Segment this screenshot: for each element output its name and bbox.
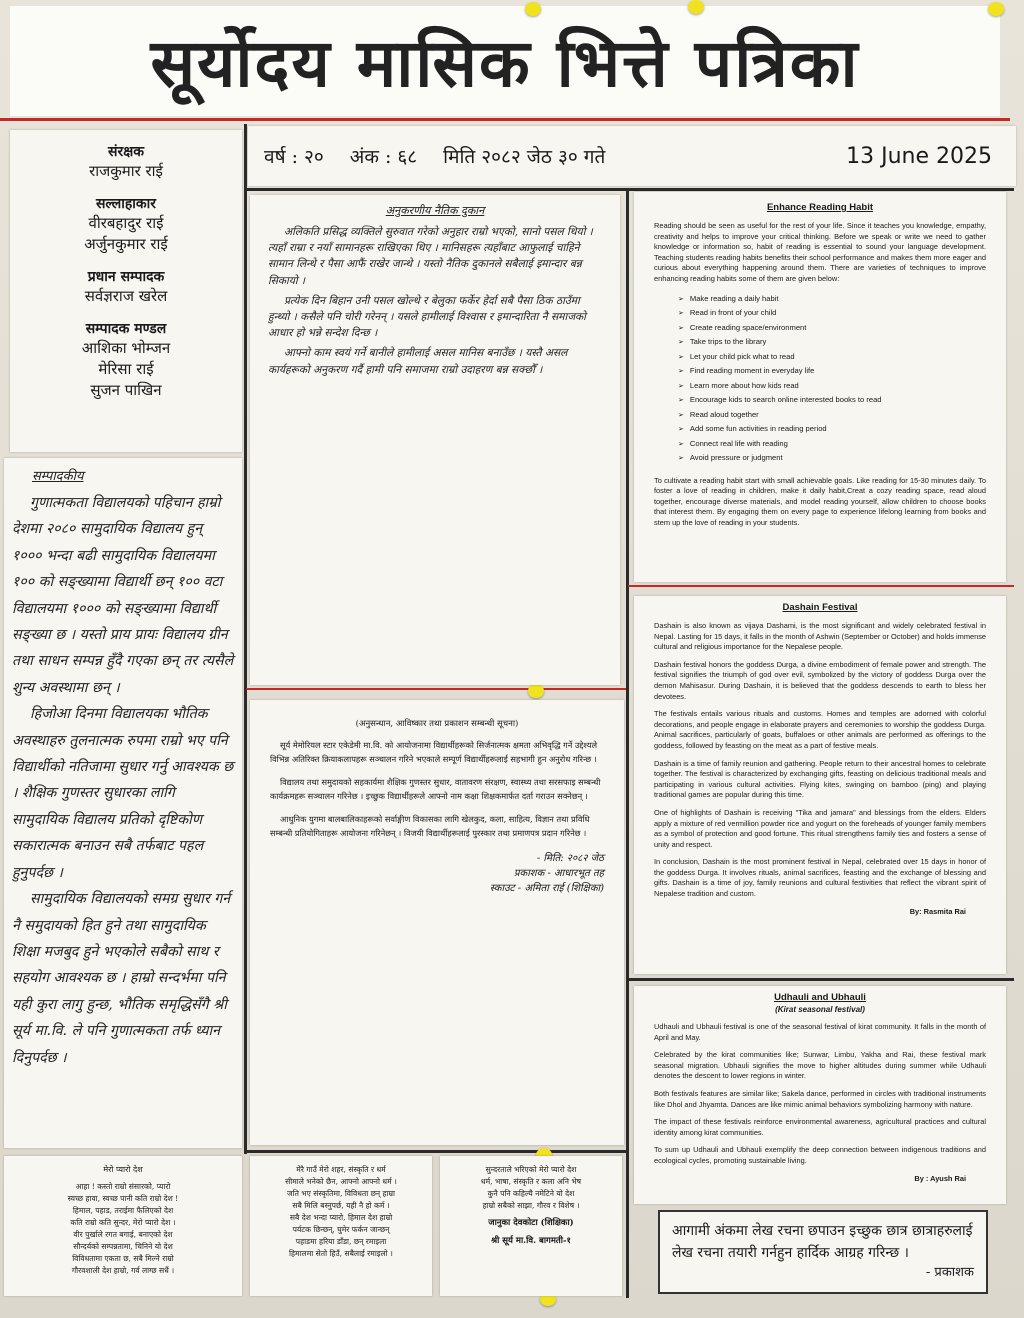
poem-line: हिमालमा सेतो हिउँ, सबैलाई रमाइलो । — [289, 1249, 393, 1258]
reading-tip-item: ➢ Make reading a daily habit — [678, 292, 986, 307]
poem-line: मेरै गाउँ मेरो शहर, संस्कृति र धर्म — [296, 1165, 386, 1174]
masthead — [10, 6, 1000, 116]
story-paragraph: अलिकति प्रसिद्ध व्यक्तिले सुरुवात गरेको अनुहार राम्रो भएको, सानो पसल थियो । त्यहाँ राम्रा र नयाँ सामानहरू राखिएका थिए । मानिसहरू त्यहाँबाट आफुलाई चाहिने सामान लिन्थे र पैसा आफैं राखेर जान्थे । यस्तो नैतिक दुकानले सबैलाई इमान्दार बन्न सिकायो । — [268, 226, 593, 287]
pushpin-icon — [525, 2, 541, 16]
udhauli-paragraph: The impact of these festivals reinforce environmental awareness, agricultural practices and cultural identity among kirat communities. — [654, 1117, 986, 1137]
dashain-body — [654, 621, 986, 900]
reading-tip-item: ➢ Add some fun activities in reading period — [678, 422, 986, 437]
poem-line: सीमाले भनेको छैन, आफ्नो आफ्नो धर्म । — [285, 1177, 397, 1186]
dashain-paragraph: In conclusion, Dashain is the most prominent festival in Nepal, celebrated over 15 days in honor of the goddess Durga. It involves rituals, animal sacrifices, feasting and the exchange of blessing and gifts. Dashain is a time of joy, family reunions and cultural festivities that reflect the vibrant spirit of Nepalese tradition and custom. — [654, 857, 986, 899]
dashain-paragraph: The festivals entails various rituals and customs. Homes and temples are adorned with colorful decorations, and people engage in elaborate prayers and ceremonies to worship the goddess Durga. Animal sacrifices, particularly of goats, buffaloes or other animals are performed as offerings to the goddess, followed by feasting on the meat as a part of festive meals. — [654, 709, 986, 750]
editorial-paragraph: गुणात्मकता विद्यालयको पहिचान हाम्रो देशमा २०८० सामुदायिक विद्यालय हुन् १००० भन्दा बढी सामुदायिक विद्यालयमा १०० को सङ्ख्यामा विद्यार्थी छन् १०० वटा विद्यालयमा १००० को सङ्ख्यामा विद्यार्थी सङ्ख्या छ । यस्तो प्राय प्रायः विद्यालय ग्रीन तथा साधन सम्पन्न हुँदै गएका छन् तर त्यसैले शुन्य अवस्थामा छन् । — [12, 495, 234, 696]
poem-card — [440, 1156, 622, 1296]
story-title: अनुकरणीय नैतिक दुकान — [385, 204, 485, 217]
announcement-paragraph: विद्यालय तथा समुदायको सहकार्यमा शैक्षिक गुणस्तर सुधार, वातावरण संरक्षण, स्वास्थ्य तथा सरसफाइ सम्बन्धी कार्यक्रमहरू सञ्चालन गरिनेछ । इच्छुक विद्यार्थीहरूले आफ्नो नाम कक्षा शिक्षकमार्फत दर्ता गराउन सक्नेछन् । — [270, 777, 601, 801]
reading-tip-item: ➢ Avoid pressure or judgment — [678, 451, 986, 466]
poem-author-school: श्री सूर्य मा.वि. बागमती-१ — [491, 1236, 571, 1246]
story-paragraph: प्रत्येक दिन बिहान उनी पसल खोल्थे र बेलुका फर्केर हेर्दा सबै पैसा ठिक ठाउँमा हुन्थ्यो । कसैले पनि चोरी गरेनन् । यसले हामीलाई विश्वास र इमान्दारिता नै समाजको आधार हो भन्ने सन्देश दिन्छ । — [268, 294, 586, 340]
reading-tip-item: ➢ Encourage kids to search online interested books to read — [678, 393, 986, 408]
staff-name: सर्वज्ञराज खरेल — [84, 287, 168, 305]
reading-tips-list — [678, 292, 986, 466]
notice-text: आगामी अंकमा लेख रचना छपाउन इच्छुक छात्र छात्राहरुलाई लेख रचना तयारी गर्नहुन हार्दिक आग्रह गरिन्छ । — [672, 1223, 973, 1261]
dashain-byline: By: Rasmita Rai — [909, 906, 966, 916]
udhauli-title: Udhauli and Ubhauli — [774, 992, 866, 1003]
pushpin-icon — [528, 684, 544, 698]
reading-tip-item: ➢ Read in front of your child — [678, 306, 986, 321]
udhauli-body — [654, 1022, 986, 1167]
signature-line: प्रकाशक - आधारभूत तह — [513, 867, 604, 879]
staff-name: आशिका भोम्जन — [81, 339, 171, 357]
row-divider — [628, 978, 1014, 981]
editorial-title: सम्पादकीय — [32, 469, 84, 484]
staff-name: सुजन पाखिन — [90, 381, 162, 399]
reading-outro: To cultivate a reading habit start with small achievable goals. Like reading for 15-30 minutes daily. To foster a love of reading in children, make it daily habit,Creat a cozy reading space, read aloud together, encourage diverse materials, and model reading yourself, allow children to choose books that interest them. By engaging them on every page to experience lifelong learning from books and stem up the love of reading in your students. — [654, 475, 986, 527]
newspaper-title: सूर्योदय मासिक भित्ते पत्रिका — [150, 25, 860, 102]
poem-line: कति राम्रो कति सुन्दर, मेरो प्यारो देश । — [70, 1218, 176, 1227]
udhauli-paragraph: Celebrated by the kirat communities like; Sunwar, Limbu, Yakha and Rai, these festival mark seasonal migration. Ubhauli signifies the move to higher altitudes during summer while Udhauli denotes the descent to lower regions in winter. — [654, 1050, 986, 1081]
column-divider — [244, 124, 247, 1154]
reading-title: Enhance Reading Habit — [766, 202, 874, 213]
udhauli-section — [634, 986, 1006, 1204]
dashain-title: Dashain Festival — [782, 602, 858, 613]
poem-line: विविधतामा एकता छ, सबै मिल्ने राम्रो — [72, 1254, 174, 1263]
poem-line: धर्म, भाषा, संस्कृति र कला अनि भेष — [480, 1177, 582, 1186]
story-section — [250, 195, 620, 685]
pushpin-icon — [688, 0, 704, 14]
poem-lines — [10, 1181, 236, 1277]
call-for-articles-notice — [658, 1210, 988, 1294]
staff-name: वीरबहादुर राई — [88, 214, 164, 232]
poem-line: सुन्दरताले भरिएको मेरो प्यारो देश — [485, 1165, 577, 1174]
poem-line: आहा ! कस्तो राम्रो संसारको, प्यारो — [75, 1182, 171, 1191]
udhauli-byline: By : Ayush Rai — [914, 1173, 966, 1183]
announcement-paragraph: आधुनिक युगमा बालबालिकाहरूको सर्वाङ्गीण विकासका लागि खेलकुद, कला, साहित्य, विज्ञान तथा प्रविधि सम्बन्धी प्रतियोगिताहरू आयोजना गरिनेछन् । विजयी विद्यार्थीहरूलाई पुरस्कार तथा प्रमाणपत्र प्रदान गरिनेछ । — [270, 814, 590, 838]
poem-line: जति भए संस्कृतिमा, विविधता छन् हाम्रा — [286, 1189, 396, 1198]
poem-author: जानुका देवकोटा (शिक्षिका) — [488, 1218, 574, 1228]
editorial-paragraph: हिजोआ दिनमा विद्यालयका भौतिक अवस्थाहरु तुलनात्मक रुपमा राम्रो भए पनि विद्यार्थीको नतिजामा सुधार गर्नु आवश्यक छ । शैक्षिक गुणस्तर सुधारका लागि सामुदायिक विद्यालय प्रतिको दृष्टिकोण सकारात्मक बनाउन सबै तर्फबाट पहल हुनुपर्दछ । — [12, 706, 234, 881]
reading-tip-item: ➢ Take trips to the library — [678, 335, 986, 350]
announcement-signature — [270, 851, 604, 896]
column-divider — [626, 188, 629, 1298]
signature-line: स्काउट - अमिता राई (शिक्षिका) — [489, 882, 604, 894]
issue-date-nepali: मिति २०८२ जेठ ३० गते — [443, 146, 606, 168]
udhauli-subtitle: (Kirat seasonal festival) — [775, 1005, 865, 1014]
poem-line: हाम्रो सबैको साझा, गौरव र विशेष । — [482, 1201, 580, 1210]
red-divider — [246, 688, 626, 690]
editorial-section — [4, 458, 242, 1148]
dashain-paragraph: One of highlights of Dashain is receiving "Tika and jamara" and blessings from the elders. Elders apply a mixture of red vermillion powder rice and yogurt on the foreheads of younger family members as a symbol of protection and good fortune. This ritual strengthens family ties and fosters a sense of unity and respect. — [654, 807, 986, 849]
poem-lines — [446, 1164, 616, 1212]
poem-line: गौरवशाली देश हाम्रो, गर्व लाग्छ सधैं । — [71, 1266, 175, 1275]
reading-tip-item: ➢ Find reading moment in everyday life — [678, 364, 986, 379]
row-divider — [244, 188, 1014, 191]
reading-tip-item: ➢ Create reading space/environment — [678, 321, 986, 336]
poem-line: सबै देश भन्दा प्यारो, हिमाल देश हाम्रो — [289, 1213, 393, 1222]
red-divider — [628, 585, 1014, 587]
reading-tip-item: ➢ Learn more about how kids read — [678, 379, 986, 394]
poem-card — [4, 1156, 242, 1296]
announcement-paragraph: सूर्य मेमोरियल स्टार एकेडेमी मा.वि. को आयोजनामा विद्यार्थीहरूको सिर्जनात्मक क्षमता अभिवृद्धि गर्ने उद्देश्यले विभिन्न अतिरिक्त क्रियाकलापहरू सञ्चालन गरिने भएकाले सम्पूर्ण विद्यार्थीहरूलाई सहभागी हुन अनुरोध गरिन्छ । — [270, 740, 598, 764]
staff-role: सम्पादक मण्डल — [85, 321, 167, 337]
red-divider — [0, 118, 1010, 121]
signature-line: - मिति: २०८२ जेठ — [536, 852, 604, 864]
reading-tip-item: ➢ Read aloud together — [678, 408, 986, 423]
announcement-heading: (अनुसन्धान, आविष्कार तथा प्रकाशन सम्बन्धी सूचना) — [355, 719, 519, 729]
poem-line: स्वच्छ हावा, स्वच्छ पानी कति राम्रो देश ! — [67, 1194, 179, 1203]
announcement-section — [250, 700, 624, 1145]
notice-publisher: - प्रकाशक — [925, 1265, 974, 1280]
staff-name: मेरिसा राई — [98, 360, 154, 378]
poem-line: सौन्दर्यको सम्पन्नतामा, चिनिने यो देश — [73, 1242, 173, 1251]
dashain-paragraph: Dashain is also known as vijaya Dashami, is the most significant and widely celebrated festival in Nepal. Lasting for 15 days, it falls in the month of Ashwin (September or October) and holds immense cultural and religious importance for the Nepalese people. — [654, 621, 986, 652]
staff-role: सल्लाहाकार — [95, 196, 157, 212]
poem-title: मेरो प्यारो देश — [103, 1165, 143, 1174]
udhauli-paragraph: To sum up Udhauli and Ubhauli exemplify the deep connection between indigenous traditions and ecological cycles, promoting sustainable living. — [654, 1145, 986, 1165]
staff-name: अर्जुनकुमार राई — [84, 235, 168, 253]
pushpin-icon — [988, 2, 1004, 16]
story-paragraph: आफ्नो काम स्वयं गर्ने बानीले हामीलाई असल मानिस बनाउँछ । यस्तै असल कार्यहरूको अनुकरण गर्दै हामी पनि समाजमा राम्रो उदाहरण बन्न सक्छौँ । — [268, 347, 568, 376]
udhauli-paragraph: Both festivals features are similar like; Sakela dance, performed in circles with traditional instruments like Dhol and Jhyamta. Dances are like mimic animal behaviors symbolizing harmony with nature. — [654, 1088, 986, 1109]
dashain-paragraph: Dashain festival honors the goddess Durga, a divine embodiment of female power and strength. The festival signifies the triumph of god over evil, symbolized by the victory of goddess Durga over the demon Mahisasur. During Dashain, it is believed that the goddess descends to earth to bless her devotees. — [654, 659, 986, 701]
issue-year: वर्ष : २० — [264, 146, 324, 168]
poem-line: पर्यटक छिन्छन्, घुमेर फर्कन जान्छन् — [292, 1225, 390, 1234]
dashain-paragraph: Dashain is a time of family reunion and gathering. People return to their ancestral homes to celebrate together. The festival is characterized by exchanging gifts, feasting on delicious traditional meals and participating in various cultural activities. Flying kites, swinging on bamboo (ping) and playing traditional games are popular during this time. — [654, 758, 986, 800]
reading-tip-item: ➢ Connect real life with reading — [678, 437, 986, 452]
poem-line: पहाडमा हरिया डाँडा, छन् रमाइला — [295, 1237, 387, 1246]
poem-line: हिमाल, पहाड, तराईमा फैलिएको देश — [72, 1206, 174, 1215]
staff-role: संरक्षक — [108, 144, 144, 160]
poem-line: कुनै पनि कहिल्यै नमेटिने यो देश — [487, 1189, 575, 1198]
staff-role: प्रधान सम्पादक — [87, 269, 165, 285]
issue-number: अंक : ६८ — [349, 146, 418, 168]
editorial-paragraph: सामुदायिक विद्यालयको समग्र सुधार गर्न नै समुदायको हित हुने तथा सामुदायिक शिक्षा मजबुद हुने भएकोले सबैको साथ र सहयोग आवश्यक छ । हाम्रो सन्दर्भमा पनि यही कुरा लागु हुन्छ, भौतिक समृद्धिसँगै श्री सूर्य मा.वि. ले पनि गुणात्मकता तर्फ ध्यान दिनुपर्दछ । — [12, 891, 231, 1066]
poem-line: वीर पुर्खाले रगत बगाई, बनाएको देश — [73, 1230, 173, 1239]
poem-line: सबै मिलि बस्नुपर्छ, यही नै हो कर्म । — [292, 1201, 390, 1210]
row-divider — [244, 1150, 626, 1153]
poem-card — [250, 1156, 432, 1296]
staff-list — [10, 142, 242, 401]
dashain-section — [634, 596, 1006, 974]
poem-lines — [256, 1164, 426, 1260]
udhauli-paragraph: Udhauli and Ubhauli festival is one of the seasonal festival of kirat community. It falls in the month of April and May. — [654, 1022, 986, 1042]
staff-name: राजकुमार राई — [89, 162, 163, 180]
reading-habit-section — [634, 192, 1006, 582]
staff-panel — [10, 130, 242, 452]
issue-info-bar — [248, 126, 1016, 186]
reading-tip-item: ➢ Let your child pick what to read — [678, 350, 986, 365]
issue-date-english: 13 June 2025 — [846, 143, 992, 169]
reading-intro: Reading should be seen as useful for the rest of your life. Since it teaches you knowledge, empathy, creativity and helps to improve your critical thinking. Before we speak or write we need to gather knowledge or information so, habit of reading is essential to sound your language development. Teaching students reading habits benefits their school performance and makes them more eager and curious about everything happening around them. There are varieties of techniques to improve enhancing reading habits some of them are given below: — [654, 221, 986, 283]
